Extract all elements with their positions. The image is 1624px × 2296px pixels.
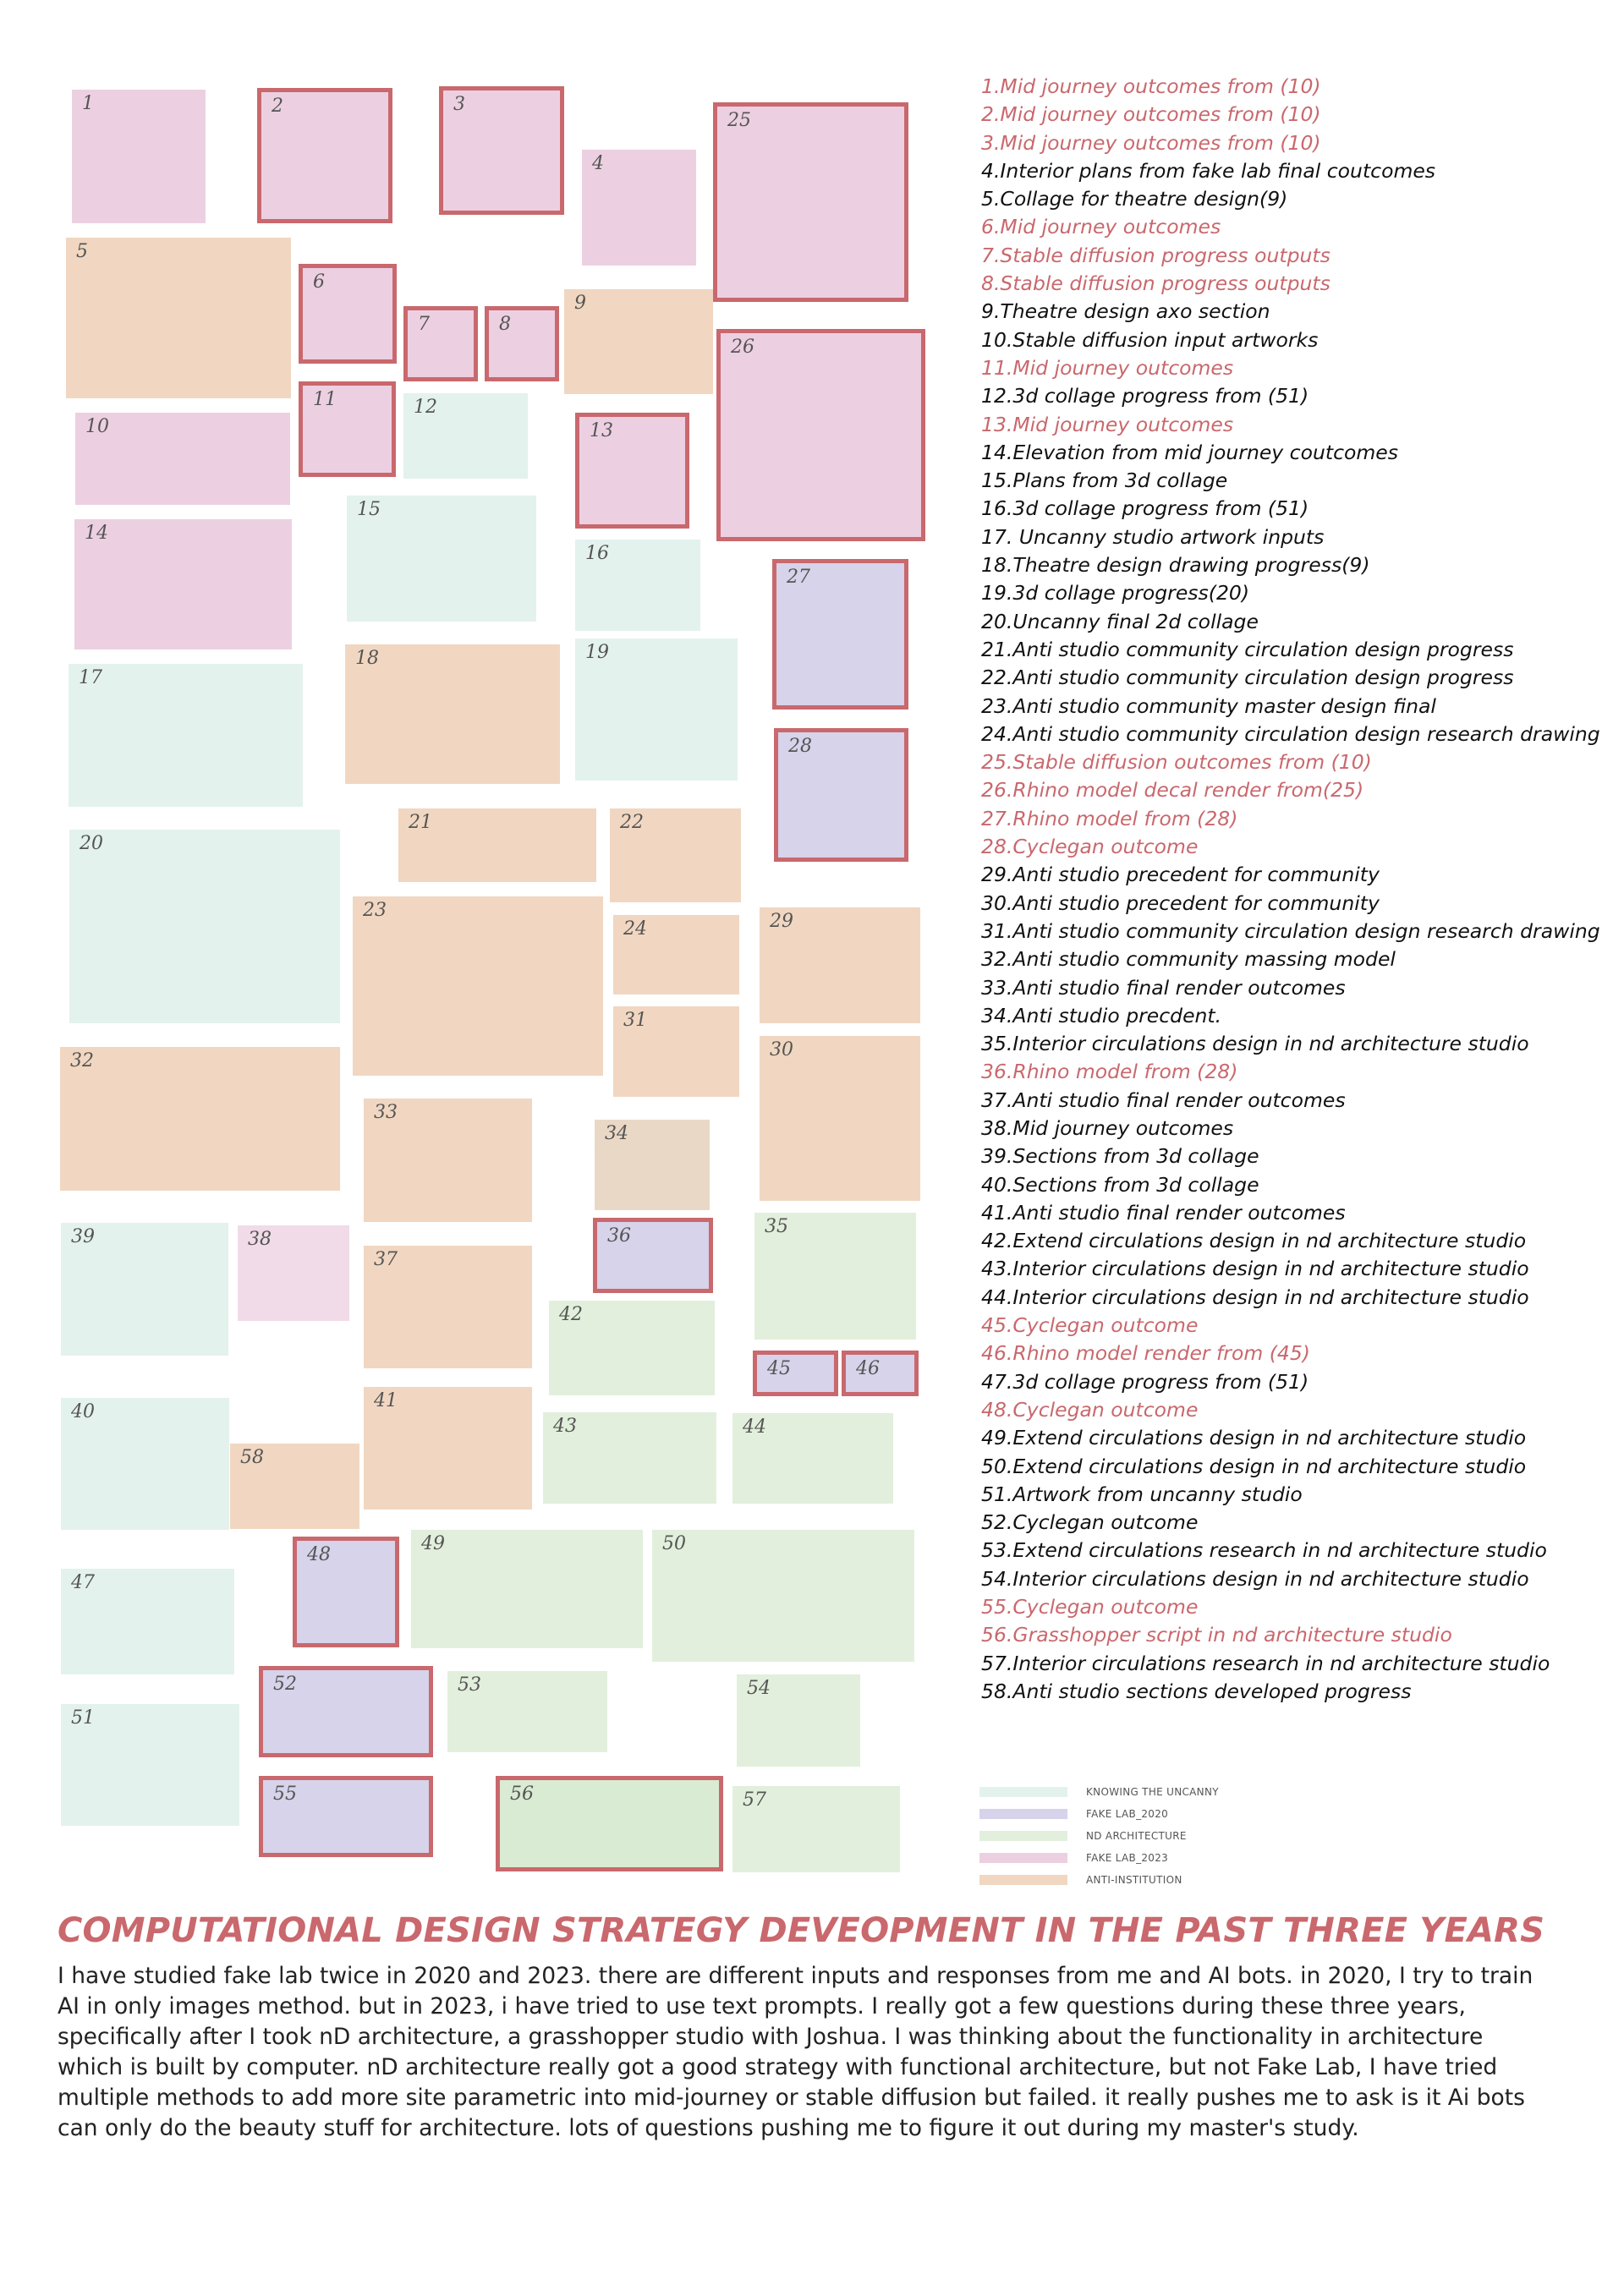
tile-number: 20 xyxy=(80,833,103,854)
legend-item: 19.3d collage progress(20) xyxy=(981,581,1250,606)
project-tile-52 xyxy=(259,1666,433,1757)
project-tile-39 xyxy=(61,1223,228,1356)
project-tile-16 xyxy=(575,540,700,631)
legend-item: 13.Mid journey outcomes xyxy=(981,412,1234,436)
tile-number: 39 xyxy=(71,1226,95,1247)
key-row xyxy=(979,1803,1219,1825)
project-tile-29 xyxy=(760,907,920,1023)
project-tile-38 xyxy=(238,1225,349,1321)
legend-item: 50.Extend circulations design in nd architecture studio xyxy=(981,1454,1527,1478)
tile-number: 5 xyxy=(76,241,88,262)
project-tile-57 xyxy=(732,1786,900,1872)
tile-number: 23 xyxy=(363,900,387,921)
project-tile-47 xyxy=(61,1569,234,1674)
tile-number: 35 xyxy=(765,1216,788,1237)
legend-item: 1.Mid journey outcomes from (10) xyxy=(981,74,1321,98)
tile-number: 1 xyxy=(82,93,94,114)
tile-number: 21 xyxy=(409,812,432,833)
legend-item: 28.Cyclegan outcome xyxy=(981,835,1199,859)
tile-number: 22 xyxy=(620,812,644,833)
legend-item: 35.Interior circulations design in nd architecture studio xyxy=(981,1032,1529,1056)
project-tile-2 xyxy=(257,88,392,223)
project-tile-6 xyxy=(299,264,397,364)
tile-number: 7 xyxy=(418,314,430,335)
legend-item: 29.Anti studio precedent for community xyxy=(981,863,1380,887)
legend-item: 58.Anti studio sections developed progress xyxy=(981,1679,1412,1703)
tile-number: 42 xyxy=(559,1304,583,1325)
project-tile-26 xyxy=(716,329,925,541)
legend-item: 57.Interior circulations research in nd architecture studio xyxy=(981,1651,1550,1675)
project-tile-33 xyxy=(364,1099,532,1222)
legend-item: 26.Rhino model decal render from(25) xyxy=(981,778,1364,803)
tile-number: 13 xyxy=(590,420,613,441)
tile-number: 15 xyxy=(357,499,381,520)
legend-item: 8.Stable diffusion progress outputs xyxy=(981,271,1330,296)
legend-item: 43.Interior circulations design in nd architecture studio xyxy=(981,1257,1529,1281)
legend-item: 33.Anti studio final render outcomes xyxy=(981,975,1346,1000)
tile-number: 28 xyxy=(788,736,812,757)
project-tile-20 xyxy=(69,830,340,1023)
project-tile-9 xyxy=(564,289,713,394)
key-row xyxy=(979,1847,1219,1869)
project-tile-32 xyxy=(60,1047,340,1191)
project-tile-54 xyxy=(737,1674,860,1767)
project-tile-40 xyxy=(61,1398,229,1530)
tile-number: 31 xyxy=(623,1010,647,1031)
project-tile-14 xyxy=(74,519,292,649)
legend-item: 24.Anti studio community circulation design research drawing xyxy=(981,721,1600,746)
legend-item: 36.Rhino model from (28) xyxy=(981,1060,1238,1084)
legend-item: 52.Cyclegan outcome xyxy=(981,1510,1199,1535)
legend-item: 12.3d collage progress from (51) xyxy=(981,384,1309,408)
tile-number: 33 xyxy=(374,1102,398,1123)
key-label: FAKE LAB_2023 xyxy=(1086,1852,1169,1864)
project-tile-28 xyxy=(774,728,908,862)
key-row xyxy=(979,1869,1219,1891)
project-tile-24 xyxy=(613,915,739,995)
tile-number: 3 xyxy=(453,94,465,115)
legend-item: 7.Stable diffusion progress outputs xyxy=(981,243,1330,267)
project-tile-17 xyxy=(69,664,303,807)
tile-number: 32 xyxy=(70,1050,94,1071)
project-tile-13 xyxy=(575,413,689,529)
project-tile-50 xyxy=(652,1530,914,1662)
legend-item: 41.Anti studio final render outcomes xyxy=(981,1200,1346,1225)
category-key xyxy=(979,1781,1219,1891)
key-row xyxy=(979,1825,1219,1847)
legend-item: 42.Extend circulations design in nd architecture studio xyxy=(981,1229,1527,1253)
legend-item: 22.Anti studio community circulation design progress xyxy=(981,666,1514,690)
project-tile-21 xyxy=(398,808,596,882)
key-swatch xyxy=(979,1787,1067,1797)
legend-item: 16.3d collage progress from (51) xyxy=(981,496,1309,521)
legend-item: 25.Stable diffusion outcomes from (10) xyxy=(981,750,1372,775)
legend-item: 39.Sections from 3d collage xyxy=(981,1144,1259,1169)
legend-item: 40.Sections from 3d collage xyxy=(981,1172,1259,1197)
tile-number: 41 xyxy=(374,1390,398,1411)
tile-number: 2 xyxy=(272,96,283,117)
project-tile-49 xyxy=(411,1530,643,1648)
project-tile-43 xyxy=(543,1412,716,1504)
legend-item: 45.Cyclegan outcome xyxy=(981,1313,1199,1338)
project-tile-35 xyxy=(754,1213,916,1340)
project-tile-22 xyxy=(610,808,741,902)
legend-item: 21.Anti studio community circulation design progress xyxy=(981,637,1514,661)
legend-item: 31.Anti studio community circulation design research drawing xyxy=(981,918,1600,943)
legend-item: 20.Uncanny final 2d collage xyxy=(981,609,1259,633)
project-tile-18 xyxy=(345,644,560,784)
tile-number: 36 xyxy=(607,1225,631,1247)
tile-number: 37 xyxy=(374,1249,398,1270)
tile-number: 44 xyxy=(743,1417,766,1438)
project-tile-42 xyxy=(549,1301,715,1395)
project-tile-53 xyxy=(447,1671,607,1752)
legend-item: 48.Cyclegan outcome xyxy=(981,1397,1199,1422)
project-tile-7 xyxy=(403,306,478,381)
tile-number: 51 xyxy=(71,1707,95,1729)
tile-number: 17 xyxy=(79,667,102,688)
tile-number: 46 xyxy=(856,1358,880,1379)
legend-item: 5.Collage for theatre design(9) xyxy=(981,187,1288,211)
legend-item: 4.Interior plans from fake lab final coutcomes xyxy=(981,158,1436,183)
legend-item: 49.Extend circulations design in nd architecture studio xyxy=(981,1426,1527,1450)
key-swatch xyxy=(979,1875,1067,1885)
tile-number: 57 xyxy=(743,1789,766,1811)
tile-number: 25 xyxy=(727,110,751,131)
legend-item: 11.Mid journey outcomes xyxy=(981,355,1234,380)
legend-item: 6.Mid journey outcomes xyxy=(981,215,1221,239)
project-tile-58 xyxy=(230,1444,359,1529)
project-tile-46 xyxy=(842,1351,919,1396)
legend-item: 47.3d collage progress from (51) xyxy=(981,1369,1309,1394)
tile-number: 55 xyxy=(273,1784,297,1805)
tile-number: 6 xyxy=(313,271,325,293)
project-tile-27 xyxy=(772,559,908,710)
description-paragraph: I have studied fake lab twice in 2020 and 2023. there are different inputs and responses from me and AI bots. in 2020, I try to train AI in only images method. but in 2023, i have tried to use text prompts. I really got a few questions during these three years, specifically after I took nD architecture, a grasshopper studio with Joshua. I was thinking about the functionality in architecture which is built by computer. nD architecture really got a good strategy with functional architecture, but not Fake Lab, I have tried multiple methods to add more site parametric into mid-journey or stable diffusion but failed. it really pushes me to ask is it Ai bots can only do the beauty stuff for architecture. lots of questions pushing me to figure it out during my master's study. xyxy=(58,1963,1533,2141)
legend-item: 37.Anti studio final render outcomes xyxy=(981,1088,1346,1112)
project-tile-31 xyxy=(613,1006,739,1097)
tile-number: 34 xyxy=(605,1123,628,1144)
tile-number: 11 xyxy=(313,389,337,410)
project-tile-23 xyxy=(353,896,603,1076)
legend-item: 23.Anti studio community master design final xyxy=(981,693,1436,718)
project-tile-37 xyxy=(364,1246,532,1368)
legend-item: 44.Interior circulations design in nd architecture studio xyxy=(981,1285,1529,1309)
tile-number: 48 xyxy=(307,1544,331,1565)
project-tile-36 xyxy=(593,1218,713,1293)
tile-number: 58 xyxy=(240,1447,264,1468)
legend-item: 9.Theatre design axo section xyxy=(981,299,1270,324)
key-row xyxy=(979,1781,1219,1803)
project-tile-48 xyxy=(293,1537,399,1647)
project-tile-5 xyxy=(66,238,291,398)
project-tile-12 xyxy=(403,393,528,479)
tile-number: 24 xyxy=(623,918,647,940)
tile-number: 53 xyxy=(458,1674,481,1696)
legend-item: 34.Anti studio precdent. xyxy=(981,1003,1222,1027)
key-swatch xyxy=(979,1831,1067,1841)
tile-number: 8 xyxy=(499,314,511,335)
key-label: FAKE LAB_2020 xyxy=(1086,1808,1169,1820)
legend-item: 55.Cyclegan outcome xyxy=(981,1595,1199,1619)
tile-number: 40 xyxy=(71,1401,95,1422)
project-tile-56 xyxy=(496,1776,723,1871)
project-tile-3 xyxy=(439,86,564,215)
legend-item: 15.Plans from 3d collage xyxy=(981,469,1228,493)
legend-item: 56.Grasshopper script in nd architecture studio xyxy=(981,1623,1452,1647)
tile-number: 14 xyxy=(85,523,108,544)
key-label: KNOWING THE UNCANNY xyxy=(1086,1786,1219,1798)
legend-item: 18.Theatre design drawing progress(9) xyxy=(981,553,1370,578)
project-tile-25 xyxy=(713,102,908,302)
project-tile-19 xyxy=(575,638,738,781)
legend-item: 46.Rhino model render from (45) xyxy=(981,1341,1310,1366)
key-label: ANTI-INSTITUTION xyxy=(1086,1874,1182,1886)
page-title: COMPUTATIONAL DESIGN STRATEGY DEVEOPMENT IN THE PAST THREE YEARS xyxy=(58,1911,1545,1950)
project-tile-15 xyxy=(347,496,536,622)
project-tile-55 xyxy=(259,1776,433,1857)
tile-number: 19 xyxy=(585,642,609,663)
tile-number: 49 xyxy=(421,1533,445,1554)
tile-number: 26 xyxy=(731,337,754,358)
tile-number: 50 xyxy=(662,1533,686,1554)
tile-number: 10 xyxy=(85,416,109,437)
project-tile-11 xyxy=(299,381,396,477)
legend-item: 27.Rhino model from (28) xyxy=(981,806,1238,830)
tile-number: 12 xyxy=(414,397,437,418)
tile-number: 47 xyxy=(71,1572,95,1593)
tile-number: 27 xyxy=(787,567,810,588)
legend-item: 30.Anti studio precedent for community xyxy=(981,890,1380,915)
tile-number: 54 xyxy=(747,1678,771,1699)
project-tile-51 xyxy=(61,1704,239,1826)
legend-item: 14.Elevation from mid journey coutcomes xyxy=(981,440,1398,464)
project-tile-44 xyxy=(732,1413,893,1504)
tile-number: 43 xyxy=(553,1416,577,1437)
legend-item: 2.Mid journey outcomes from (10) xyxy=(981,102,1321,127)
project-tile-45 xyxy=(753,1351,838,1396)
tile-number: 45 xyxy=(767,1358,791,1379)
tile-number: 38 xyxy=(248,1229,272,1250)
project-tile-10 xyxy=(75,413,290,505)
legend-item: 32.Anti studio community massing model xyxy=(981,947,1396,972)
legend-item: 51.Artwork from uncanny studio xyxy=(981,1482,1303,1506)
project-tile-4 xyxy=(582,150,696,266)
legend-item: 17. Uncanny studio artwork inputs xyxy=(981,524,1325,549)
tile-number: 52 xyxy=(273,1674,297,1695)
tile-number: 16 xyxy=(585,543,609,564)
project-tile-1 xyxy=(72,90,206,223)
legend-item: 54.Interior circulations design in nd architecture studio xyxy=(981,1566,1529,1591)
project-legend-list xyxy=(981,73,1600,1706)
legend-item: 3.Mid journey outcomes from (10) xyxy=(981,130,1321,155)
tile-number: 56 xyxy=(510,1784,534,1805)
tile-number: 29 xyxy=(770,911,793,932)
project-tile-30 xyxy=(760,1036,920,1201)
key-swatch xyxy=(979,1809,1067,1819)
tile-number: 18 xyxy=(355,648,379,669)
legend-item: 10.Stable diffusion input artworks xyxy=(981,327,1319,352)
tile-number: 4 xyxy=(592,153,604,174)
legend-item: 53.Extend circulations research in nd architecture studio xyxy=(981,1538,1547,1563)
project-tile-8 xyxy=(485,306,559,381)
key-swatch xyxy=(979,1853,1067,1863)
project-tile-41 xyxy=(364,1387,532,1510)
tile-number: 9 xyxy=(574,293,586,314)
project-tile-34 xyxy=(595,1120,710,1210)
legend-item: 38.Mid journey outcomes xyxy=(981,1115,1234,1140)
tile-number: 30 xyxy=(770,1039,793,1060)
key-label: ND ARCHITECTURE xyxy=(1086,1830,1187,1842)
